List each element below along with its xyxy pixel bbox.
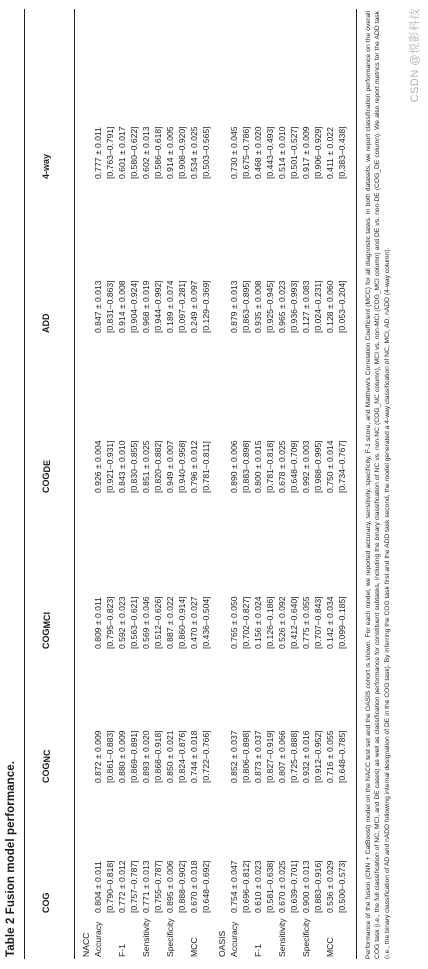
table-cell: [0.944–0.992] bbox=[153, 280, 163, 333]
table-cell: 0.534 ± 0.025 bbox=[189, 126, 199, 179]
table-cell: 0.249 ± 0.097 bbox=[189, 280, 199, 333]
table-cell: 0.754 ± 0.047 bbox=[229, 860, 239, 913]
table-cell: [0.763–0.791] bbox=[105, 126, 115, 179]
table-cell: [0.940–0.958] bbox=[177, 440, 187, 493]
table-cell: 0.935 ± 0.008 bbox=[253, 280, 263, 333]
table-cell: 0.771 ± 0.013 bbox=[141, 860, 151, 913]
table-cell: [0.722–0.766] bbox=[201, 730, 211, 783]
table-cell: 0.804 ± 0.011 bbox=[93, 861, 103, 913]
source-watermark: CSDN @悦影科技 bbox=[409, 8, 421, 103]
metric-label: F-1 bbox=[117, 944, 127, 957]
table-cell: 0.887 ± 0.022 bbox=[165, 596, 175, 649]
table-cell: [0.790–0.818] bbox=[105, 860, 115, 913]
table-cell: [0.580–0.622] bbox=[129, 126, 139, 179]
table-row bbox=[312, 9, 324, 959]
table-cell: [0.586–0.618] bbox=[153, 126, 163, 179]
table-cell: [0.436–0.504] bbox=[201, 596, 211, 649]
table-cell: [0.988–0.995] bbox=[313, 440, 323, 493]
table-cell: 0.992 ± 0.003 bbox=[301, 440, 311, 493]
table-cell: 0.730 ± 0.045 bbox=[229, 126, 239, 179]
bottom-rule bbox=[356, 9, 357, 959]
table-cell: [0.868–0.918] bbox=[153, 730, 163, 783]
table-cell: 0.949 ± 0.007 bbox=[165, 440, 175, 493]
table-cell: [0.830–0.855] bbox=[129, 440, 139, 493]
table-cell: 0.914 ± 0.008 bbox=[117, 280, 127, 333]
table-cell: 0.847 ± 0.013 bbox=[93, 280, 103, 333]
table-row bbox=[288, 9, 300, 959]
table-cell: [0.097–0.281] bbox=[177, 280, 187, 333]
table-cell: 0.592 ± 0.023 bbox=[117, 596, 127, 649]
table-cell: 0.670 ± 0.025 bbox=[277, 860, 287, 913]
table-cell: [0.831–0.863] bbox=[105, 280, 115, 333]
table-cell: 0.850 ± 0.021 bbox=[165, 730, 175, 783]
table-cell: [0.827–0.919] bbox=[265, 730, 275, 783]
table-row bbox=[276, 9, 288, 959]
table-cell: 0.142 ± 0.034 bbox=[325, 596, 335, 649]
table-cell: 0.914 ± 0.005 bbox=[165, 126, 175, 179]
table-cell: [0.869–0.891] bbox=[129, 730, 139, 783]
table-cell: [0.648–0.785] bbox=[337, 730, 347, 783]
table-row bbox=[300, 9, 312, 959]
table-cell: 0.765 ± 0.050 bbox=[229, 596, 239, 649]
table-title: Table 2 Fusion model performance. bbox=[5, 760, 17, 957]
table-cell: [0.500–0.573] bbox=[337, 860, 347, 913]
header-rule bbox=[74, 9, 75, 959]
table-row bbox=[252, 9, 264, 959]
metric-label: Accuracy bbox=[229, 921, 239, 957]
table-cell: [0.888–0.902] bbox=[177, 860, 187, 913]
table-cell: [0.781–0.811] bbox=[201, 441, 211, 493]
table-cell: [0.925–0.945] bbox=[265, 280, 275, 333]
table-cell: 0.895 ± 0.006 bbox=[165, 860, 175, 913]
table-cell: 0.872 ± 0.009 bbox=[93, 730, 103, 783]
table-cell: 0.156 ± 0.024 bbox=[253, 596, 263, 649]
table-cell: 0.852 ± 0.037 bbox=[229, 730, 239, 783]
table-cell: [0.563–0.621] bbox=[129, 596, 139, 649]
table-cell: [0.908–0.920] bbox=[177, 126, 187, 179]
table-cell: 0.851 ± 0.025 bbox=[141, 440, 151, 493]
table-cell: 0.926 ± 0.004 bbox=[93, 440, 103, 493]
table-cell: 0.526 ± 0.092 bbox=[277, 596, 287, 649]
table-cell: [0.412–0.640] bbox=[289, 596, 299, 649]
table-row bbox=[200, 9, 212, 959]
table-cell: [0.824–0.876] bbox=[177, 730, 187, 783]
table-cell: [0.126–0.186] bbox=[265, 596, 275, 649]
table-cell: [0.503–0.565] bbox=[201, 126, 211, 179]
metric-label: F-1 bbox=[253, 944, 263, 957]
table-cell: [0.820–0.882] bbox=[153, 440, 163, 493]
table-cell: [0.863–0.895] bbox=[241, 280, 251, 333]
metric-label: Specificity bbox=[301, 918, 311, 957]
table-row bbox=[228, 9, 240, 959]
table-cell: [0.648–0.692] bbox=[201, 860, 211, 913]
table-cell: [0.883–0.898] bbox=[241, 440, 251, 493]
table-cell: [0.702–0.827] bbox=[241, 596, 251, 649]
table-cell: [0.757–0.787] bbox=[129, 860, 139, 913]
table-cell: 0.670 ± 0.018 bbox=[189, 860, 199, 913]
table-cell: [0.707–0.843] bbox=[313, 596, 323, 649]
table-cell: 0.890 ± 0.006 bbox=[229, 440, 239, 493]
table-cell: 0.189 ± 0.074 bbox=[165, 280, 175, 333]
metric-label: Sensitivity bbox=[141, 918, 151, 957]
table-row bbox=[176, 9, 188, 959]
table-cell: [0.053–0.204] bbox=[337, 280, 347, 333]
table-row bbox=[188, 9, 200, 959]
table-cell: 0.744 ± 0.018 bbox=[189, 730, 199, 783]
table-cell: [0.696–0.812] bbox=[241, 860, 251, 913]
table-cell: 0.750 ± 0.014 bbox=[325, 440, 335, 493]
metric-label: Specificity bbox=[165, 918, 175, 957]
table-row bbox=[140, 9, 152, 959]
metric-label: Accuracy bbox=[93, 921, 103, 957]
table-cell: 0.800 ± 0.015 bbox=[253, 440, 263, 493]
table-cell: 0.678 ± 0.025 bbox=[277, 440, 287, 493]
table-cell: 0.569 ± 0.046 bbox=[141, 596, 151, 649]
table-cell: [0.383–0.438] bbox=[337, 126, 347, 179]
table-cell: [0.806–0.898] bbox=[241, 730, 251, 783]
col-header-cog-nc: COGNC bbox=[41, 749, 52, 783]
section-row bbox=[216, 9, 228, 959]
table-cell: 0.796 ± 0.012 bbox=[189, 440, 199, 493]
table-cell: 0.411 ± 0.022 bbox=[325, 127, 335, 179]
table-cell: [0.883–0.916] bbox=[313, 860, 323, 913]
table-cell: [0.904–0.924] bbox=[129, 280, 139, 333]
top-rule bbox=[24, 9, 25, 959]
table-cell: 0.880 ± 0.009 bbox=[117, 730, 127, 783]
table-cell: 0.610 ± 0.023 bbox=[253, 860, 263, 913]
table-cell: 0.601 ± 0.017 bbox=[117, 126, 127, 179]
table-cell: 0.128 ± 0.060 bbox=[325, 280, 335, 333]
table-cell: [0.921–0.931] bbox=[105, 440, 115, 493]
table-cell: 0.873 ± 0.037 bbox=[253, 730, 263, 783]
table-cell: 0.807 ± 0.066 bbox=[277, 730, 287, 783]
table-cell: 0.809 ± 0.011 bbox=[93, 597, 103, 649]
section-label: NACC bbox=[81, 932, 91, 957]
table-cell: [0.099–0.185] bbox=[337, 596, 347, 649]
table-cell: 0.968 ± 0.019 bbox=[141, 280, 151, 333]
col-header-cog-mci: COGMCI bbox=[41, 611, 52, 649]
table-cell: [0.129–0.369] bbox=[201, 280, 211, 333]
table-cell: [0.734–0.767] bbox=[337, 440, 347, 493]
table-cell: [0.861–0.883] bbox=[105, 730, 115, 783]
table-cell: 0.772 ± 0.012 bbox=[117, 860, 127, 913]
table-cell: [0.755–0.787] bbox=[153, 860, 163, 913]
table-cell: [0.024–0.231] bbox=[313, 280, 323, 333]
table-cell: 0.602 ± 0.013 bbox=[141, 126, 151, 179]
col-header-4-way: 4-way bbox=[41, 153, 51, 179]
table-cell: [0.675–0.786] bbox=[241, 126, 251, 179]
table-cell: 0.775 ± 0.055 bbox=[301, 596, 311, 649]
table-cell: 0.932 ± 0.016 bbox=[301, 730, 311, 783]
table-row bbox=[116, 9, 128, 959]
col-header-add: ADD bbox=[41, 313, 51, 333]
table-cell: [0.725–0.888] bbox=[289, 730, 299, 783]
table-cell: [0.581–0.638] bbox=[265, 860, 275, 913]
col-header-cog-de: COGDE bbox=[41, 459, 52, 493]
table-cell: [0.936–0.993] bbox=[289, 280, 299, 333]
table-cell: [0.512–0.626] bbox=[153, 596, 163, 649]
table-row bbox=[240, 9, 252, 959]
table-row bbox=[152, 9, 164, 959]
table-cell: 0.900 ± 0.013 bbox=[301, 860, 311, 913]
metric-label: MCC bbox=[189, 937, 199, 957]
table-cell: [0.648–0.709] bbox=[289, 440, 299, 493]
table-row bbox=[92, 9, 104, 959]
table-cell: 0.536 ± 0.029 bbox=[325, 860, 335, 913]
table-cell: 0.716 ± 0.055 bbox=[325, 730, 335, 783]
table-cell: [0.795–0.823] bbox=[105, 596, 115, 649]
table-cell: 0.468 ± 0.020 bbox=[253, 126, 263, 179]
table-row bbox=[324, 9, 336, 959]
table-cell: 0.514 ± 0.010 bbox=[277, 126, 287, 179]
metric-label: MCC bbox=[325, 937, 335, 957]
table-cell: [0.860–0.914] bbox=[177, 596, 187, 649]
table-cell: [0.501–0.527] bbox=[289, 126, 299, 179]
table-cell: 0.879 ± 0.013 bbox=[229, 280, 239, 333]
table-row bbox=[264, 9, 276, 959]
table-header-row bbox=[40, 9, 52, 959]
table-row bbox=[104, 9, 116, 959]
table-cell: [0.781–0.818] bbox=[265, 440, 275, 493]
table-cell: [0.639–0.701] bbox=[289, 860, 299, 913]
table-cell: 0.470 ± 0.027 bbox=[189, 596, 199, 649]
table-row bbox=[128, 9, 140, 959]
table-cell: [0.443–0.493] bbox=[265, 126, 275, 179]
table-row bbox=[164, 9, 176, 959]
section-label: OASIS bbox=[217, 930, 227, 957]
table-cell: 0.893 ± 0.020 bbox=[141, 730, 151, 783]
table-cell: 0.127 ± 0.083 bbox=[301, 280, 311, 333]
col-header-cog: COG bbox=[41, 892, 51, 913]
table-cell: 0.843 ± 0.010 bbox=[117, 440, 127, 493]
table-row bbox=[336, 9, 348, 959]
table-cell: 0.965 ± 0.023 bbox=[277, 280, 287, 333]
table-cell: [0.912–0.952] bbox=[313, 730, 323, 783]
table-cell: 0.777 ± 0.011 bbox=[93, 127, 103, 179]
table-footnote: Performance of the fusion (CNN + CatBoost) model on the NACC test set and the OASIS cohort is shown. For each model, we reported accuracy, sensitivity, specificity, F-1 score, and Matthew's Correlation Coefficient (MCC) for all diagnostic tasks. In both datasets, we report classification performance on the overall COG task (i.e., the full classification of NC, MCI, and DE cases) as well as classification performance for constituent subtasks, including the binary classification of NC vs. non-NC (COG_NC column), MCI vs. non-MCI (COG_MCI column) and DE vs. non-DE (COG_DE column). We also report metrics for the ADD task (i.e., the binary classification of AD and nADD following internal designation of DE in the COG task). By inferring the COG task first and the ADD task second, the model generated a 4-way classification of NC, MCI, AD, nADD (4-way column). bbox=[365, 11, 391, 959]
section-row bbox=[80, 9, 92, 959]
metric-label: Sensitivity bbox=[277, 918, 287, 957]
table-cell: [0.906–0.929] bbox=[313, 126, 323, 179]
table-cell: 0.917 ± 0.009 bbox=[301, 126, 311, 179]
